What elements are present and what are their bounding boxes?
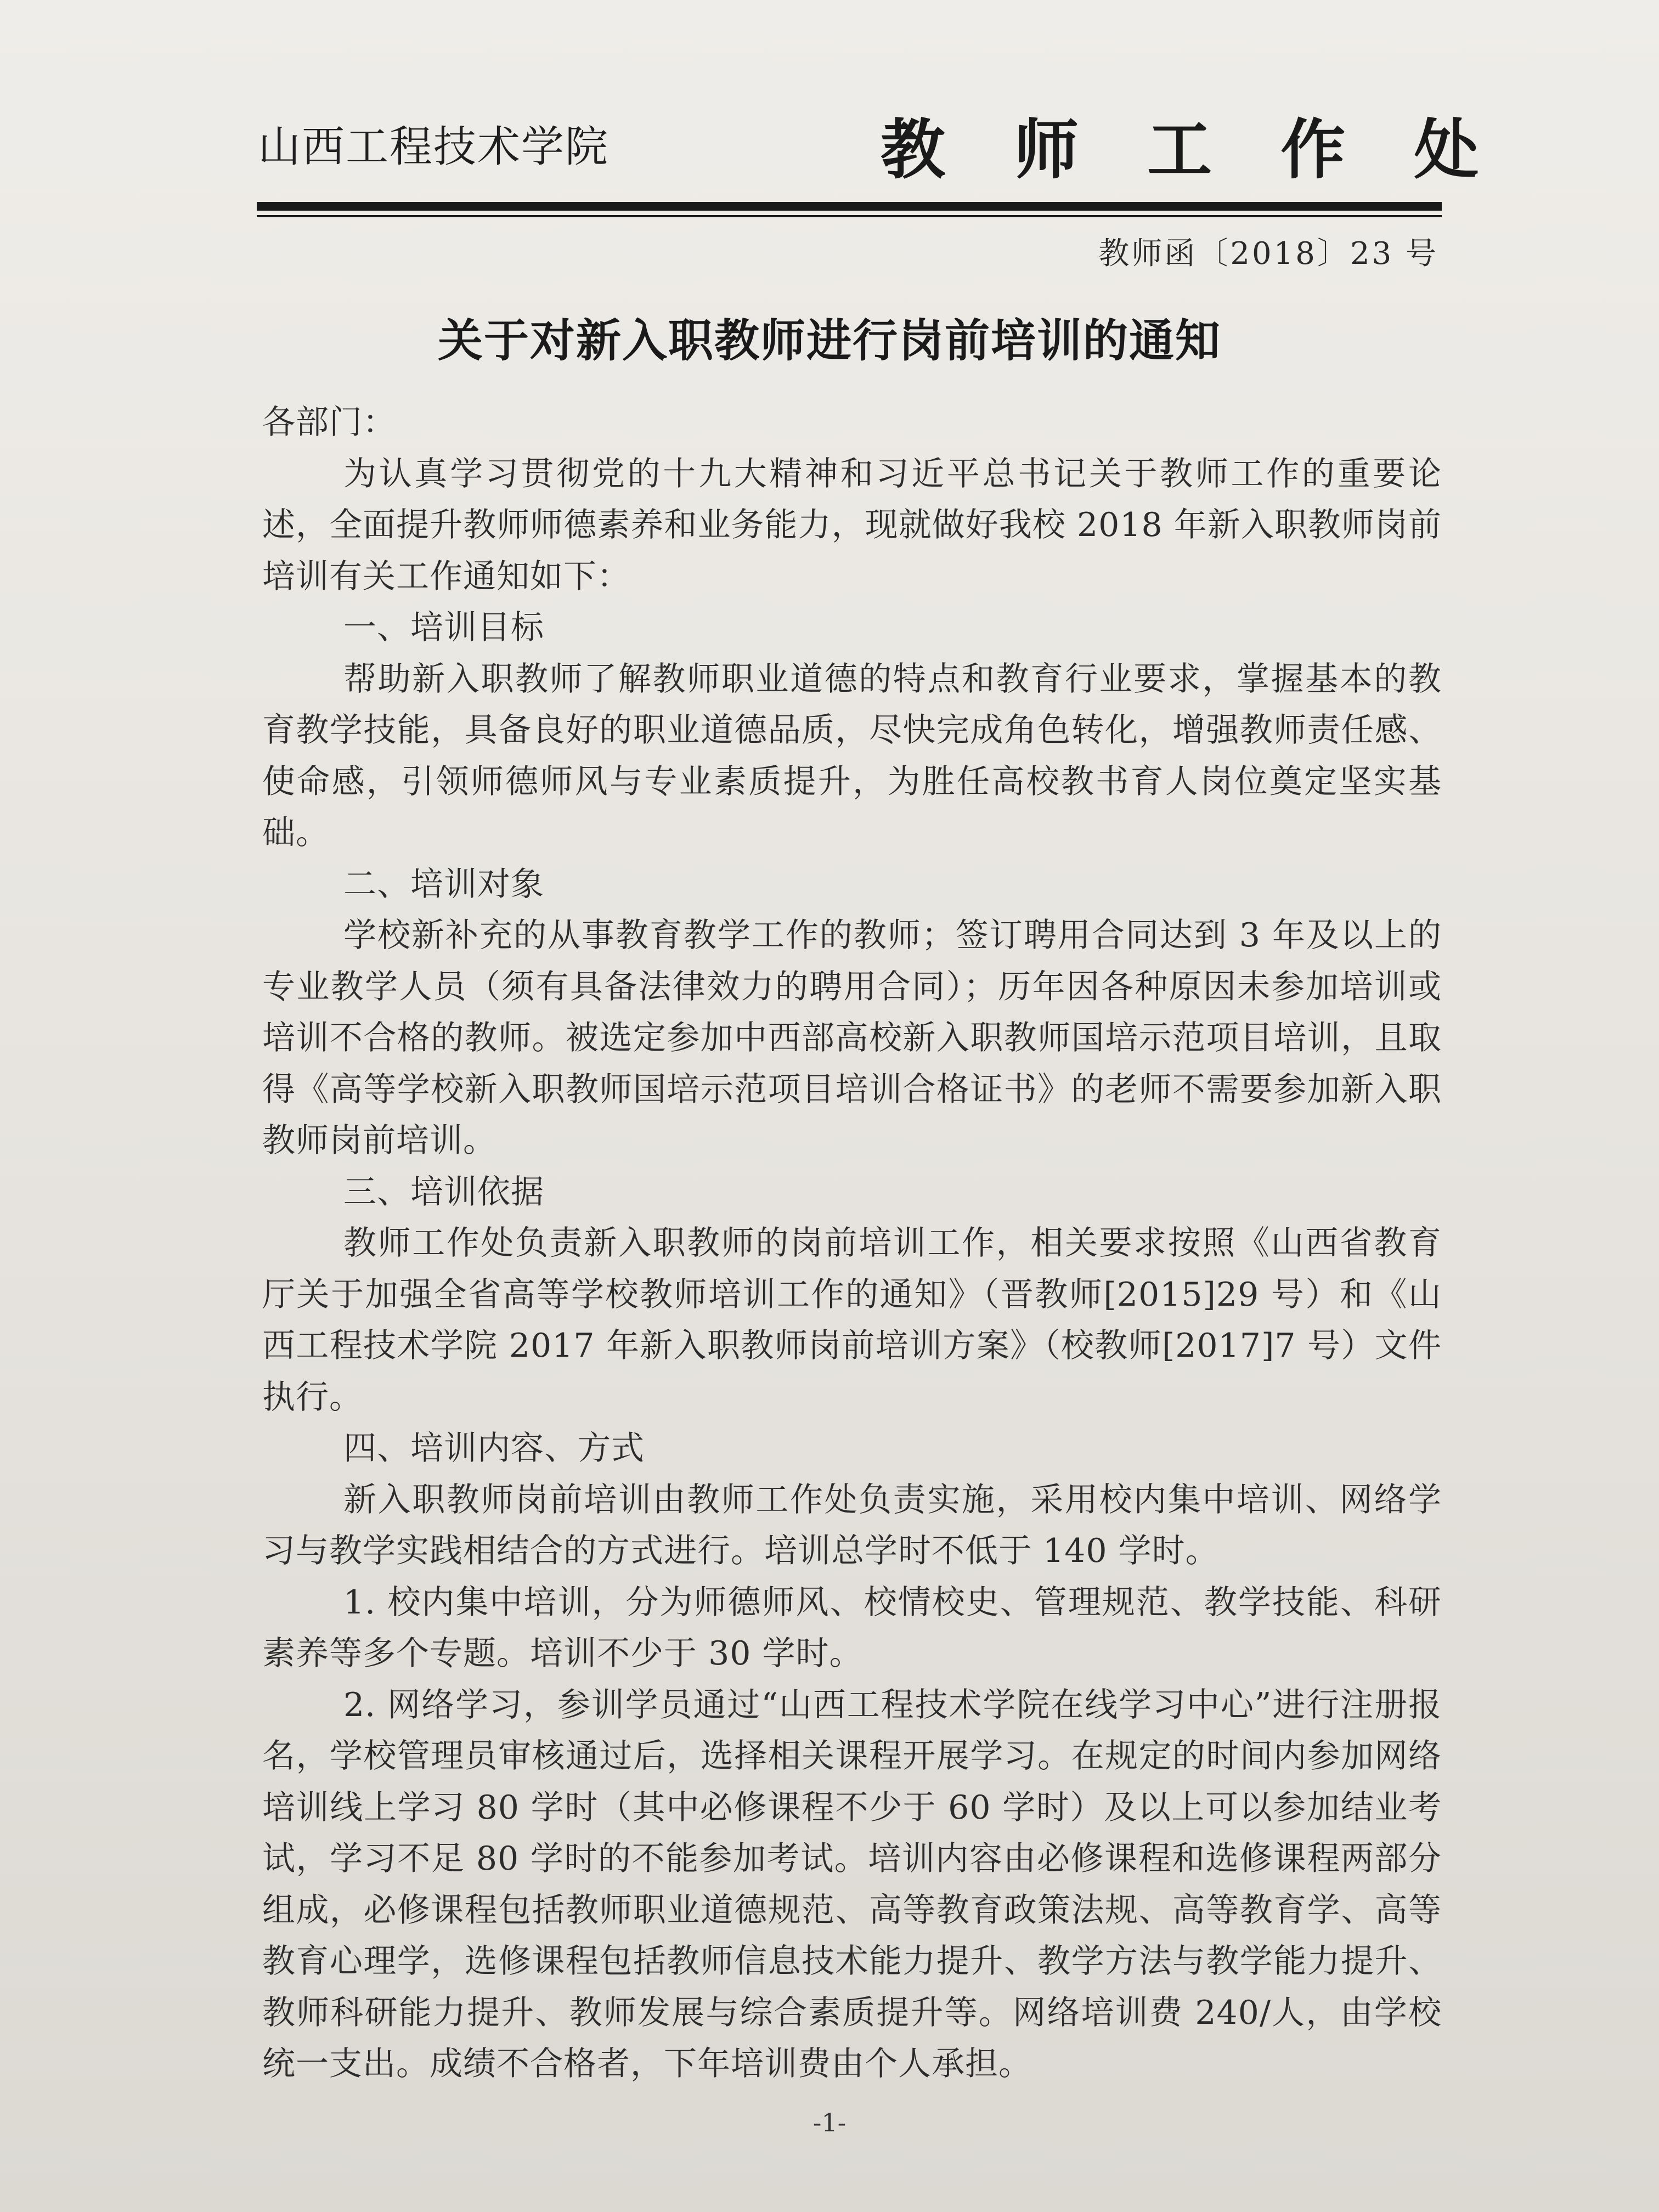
section-heading-basis: 三、培训依据: [343, 1172, 544, 1211]
section-paragraph-goal: 帮助新入职教师了解教师职业道德的特点和教育行业要求，掌握基本的教育教学技能，具备良好的职业道德品质，尽快完成角色转化，增强教师责任感、使命感，引领师德师风与专业素质提升，为胜任高校教书育人岗位奠定坚实基础。: [262, 659, 1442, 852]
header-department: 教 师 工 作 处: [881, 112, 1502, 188]
section-heading-target: 二、培训对象: [343, 865, 544, 904]
document-number: 教师函〔2018〕23 号: [1098, 236, 1438, 272]
document-body: [262, 397, 1442, 2090]
header-rule-thick: [257, 202, 1442, 211]
list-item-online-learning: 2. 网络学习，参训学员通过“山西工程技术学院在线学习中心”进行注册报名，学校管理员审核通过后，选择相关课程开展学习。在规定的时间内参加网络培训线上学习 80 学时（其中必修课程不少于 60 学时）及以上可以参加结业考试，学习不足 80 学时的不能参加考试。培训内容由必修课程和选修课程两部分组成，必修课程包括教师职业道德规范、高等教育政策法规、高等教育学、高等教育心理学，选修课程包括教师信息技术能力提升、教学方法与教学能力提升、教师科研能力提升、教师发展与综合素质提升等。网络培训费 240/人，由学校统一支出。成绩不合格者，下年培训费由个人承担。: [262, 1685, 1442, 2083]
document-title: 关于对新入职教师进行岗前培训的通知: [437, 314, 1221, 367]
salutation: 各部门：: [262, 403, 396, 442]
section-heading-goal: 一、培训目标: [343, 608, 544, 647]
section-paragraph-basis: 教师工作处负责新入职教师的岗前培训工作，相关要求按照《山西省教育厅关于加强全省高等学校教师培训工作的通知》（晋教师[2015]29 号）和《山西工程技术学院 2017 年新入职教师岗前培训方案》（校教师[2017]7 号）文件执行。: [262, 1224, 1442, 1417]
intro-paragraph: 为认真学习贯彻党的十九大精神和习近平总书记关于教师工作的重要论述，全面提升教师师德素养和业务能力，现就做好我校 2018 年新入职教师岗前培训有关工作通知如下：: [262, 454, 1442, 596]
page-number: -1-: [812, 2108, 847, 2137]
header-organization: 山西工程技术学院: [258, 122, 610, 172]
section-heading-content: 四、培训内容、方式: [343, 1429, 645, 1468]
section-paragraph-target: 学校新补充的从事教育教学工作的教师；签订聘用合同达到 3 年及以上的专业教学人员（须有具备法律效力的聘用合同）；历年因各种原因未参加培训或培训不合格的教师。被选定参加中西部高校新入职教师国培示范项目培训，且取得《高等学校新入职教师国培示范项目培训合格证书》的老师不需要参加新入职教师岗前培训。: [262, 916, 1442, 1160]
list-item-onsite-training: 1. 校内集中培训，分为师德师风、校情校史、管理规范、教学技能、科研素养等多个专题。培训不少于 30 学时。: [262, 1583, 1442, 1673]
section-paragraph-content: 新入职教师岗前培训由教师工作处负责实施，采用校内集中培训、网络学习与教学实践相结合的方式进行。培训总学时不低于 140 学时。: [262, 1480, 1442, 1570]
header-rule-thin: [257, 215, 1442, 217]
